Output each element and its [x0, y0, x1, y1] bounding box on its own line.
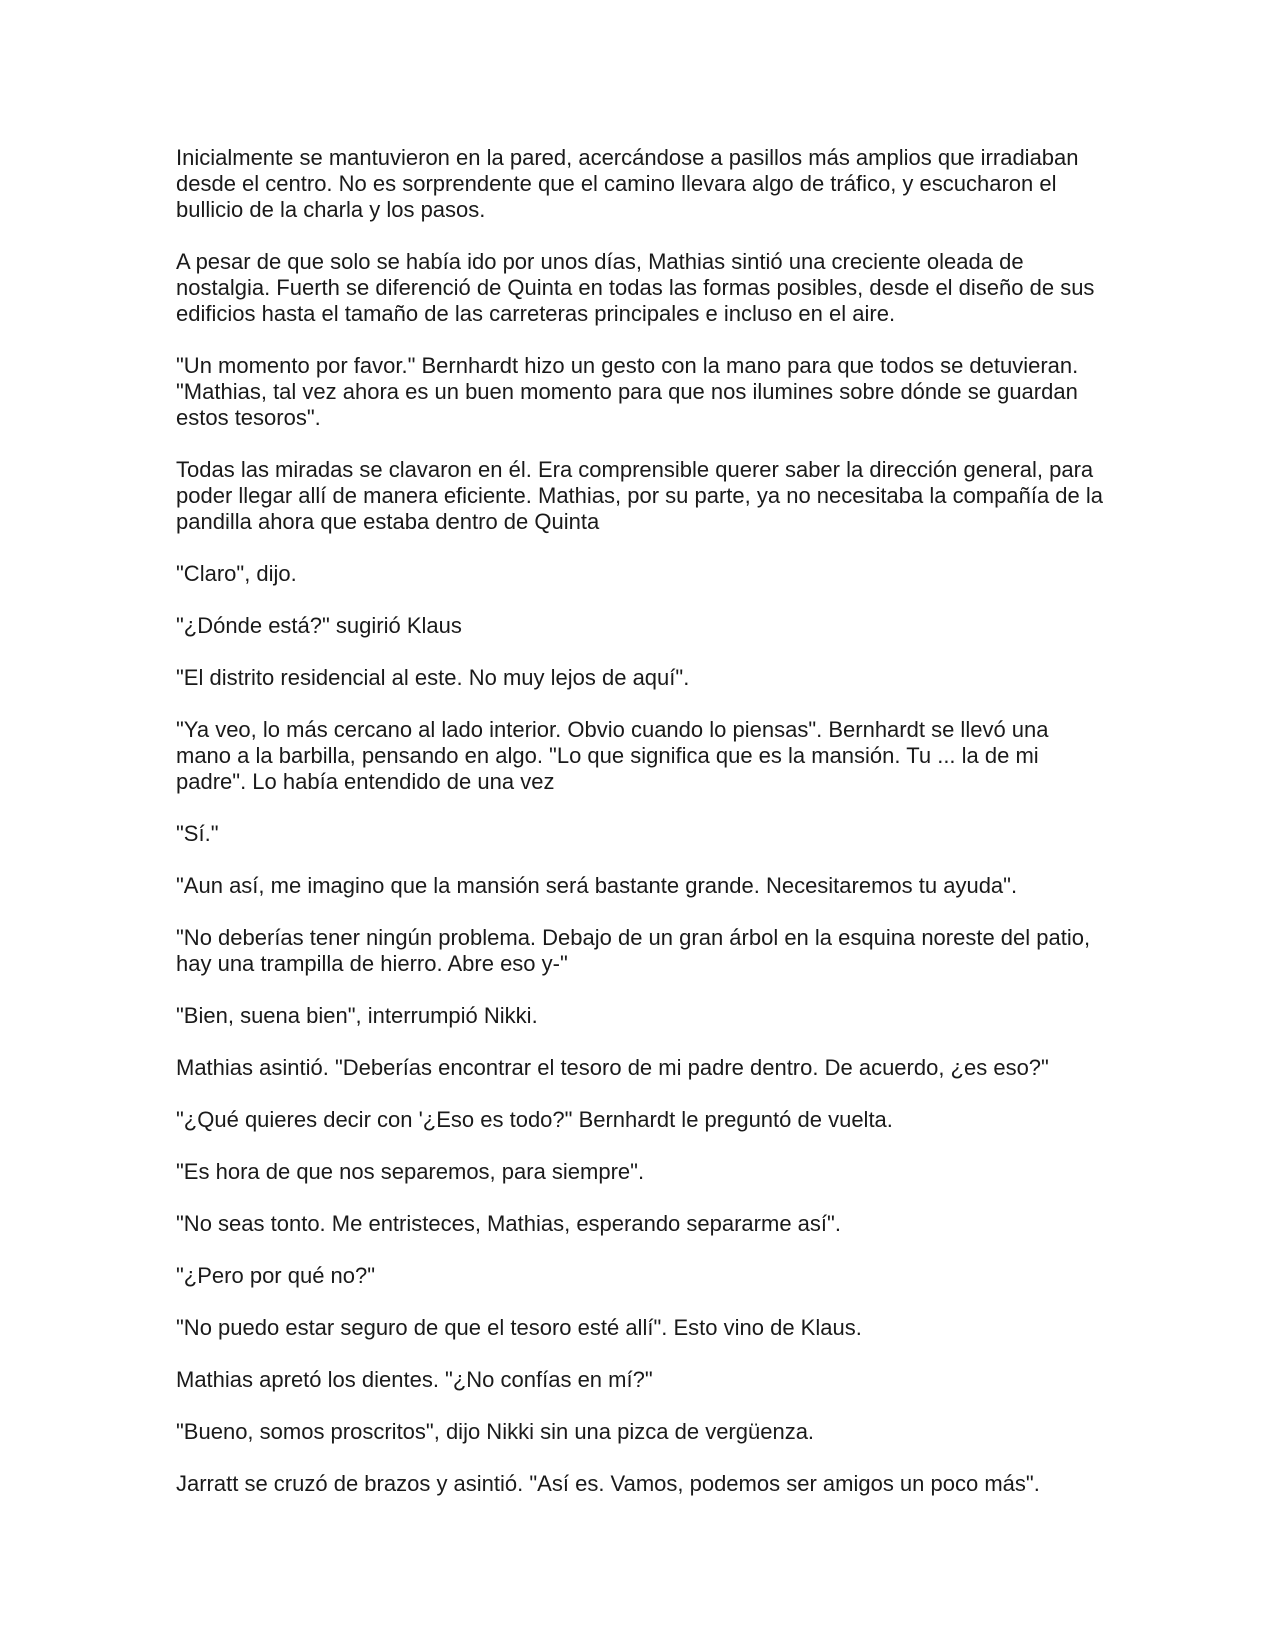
- paragraph: "Es hora de que nos separemos, para siempre".: [176, 1159, 645, 1184]
- paragraph: A pesar de que solo se había ido por unos días, Mathias sintió una creciente oleada de nostalgia. Fuerth se diferenció de Quinta en todas las formas posibles, desde el diseño de sus edificios hasta el tamaño de las carreteras principales e incluso en el aire.: [176, 249, 1095, 326]
- paragraph: "¿Dónde está?" sugirió Klaus: [176, 613, 462, 638]
- paragraph: "No puedo estar seguro de que el tesoro esté allí". Esto vino de Klaus.: [176, 1315, 862, 1340]
- paragraph: Mathias asintió. "Deberías encontrar el tesoro de mi padre dentro. De acuerdo, ¿es eso?": [176, 1055, 1049, 1080]
- paragraph: "¿Pero por qué no?": [176, 1263, 376, 1288]
- paragraph: "Claro", dijo.: [176, 561, 297, 586]
- paragraph: Mathias apretó los dientes. "¿No confías en mí?": [176, 1367, 653, 1392]
- paragraph: "Un momento por favor." Bernhardt hizo un gesto con la mano para que todos se detuvieran. "Mathias, tal vez ahora es un buen momento para que nos ilumines sobre dónde se guardan estos tesoros".: [176, 353, 1079, 430]
- paragraph: "Sí.": [176, 821, 219, 846]
- document-page: [176, 145, 1106, 1523]
- paragraph: "Bueno, somos proscritos", dijo Nikki sin una pizca de vergüenza.: [176, 1419, 815, 1444]
- paragraph: "¿Qué quieres decir con '¿Eso es todo?" Bernhardt le preguntó de vuelta.: [176, 1107, 893, 1132]
- paragraph: "Bien, suena bien", interrumpió Nikki.: [176, 1003, 538, 1028]
- paragraph: "No deberías tener ningún problema. Debajo de un gran árbol en la esquina noreste del patio, hay una trampilla de hierro. Abre eso y-": [176, 925, 1091, 976]
- paragraph: "Aun así, me imagino que la mansión será bastante grande. Necesitaremos tu ayuda".: [176, 873, 1018, 898]
- paragraph: Todas las miradas se clavaron en él. Era comprensible querer saber la dirección general, para poder llegar allí de manera eficiente. Mathias, por su parte, ya no necesitaba la compañía de la pandilla ahora que estaba dentro de Quinta: [176, 457, 1103, 534]
- paragraph: "No seas tonto. Me entristeces, Mathias, esperando separarme así".: [176, 1211, 841, 1236]
- paragraph: Jarratt se cruzó de brazos y asintió. "Así es. Vamos, podemos ser amigos un poco más".: [176, 1471, 1040, 1496]
- paragraph: "El distrito residencial al este. No muy lejos de aquí".: [176, 665, 690, 690]
- paragraph: Inicialmente se mantuvieron en la pared, acercándose a pasillos más amplios que irradiaban desde el centro. No es sorprendente que el camino llevara algo de tráfico, y escucharon el bullicio de la charla y los pasos.: [176, 145, 1079, 222]
- paragraph: "Ya veo, lo más cercano al lado interior. Obvio cuando lo piensas". Bernhardt se llevó una mano a la barbilla, pensando en algo. "Lo que significa que es la mansión. Tu ... la de mi padre". Lo había entendido de una vez: [176, 717, 1049, 794]
